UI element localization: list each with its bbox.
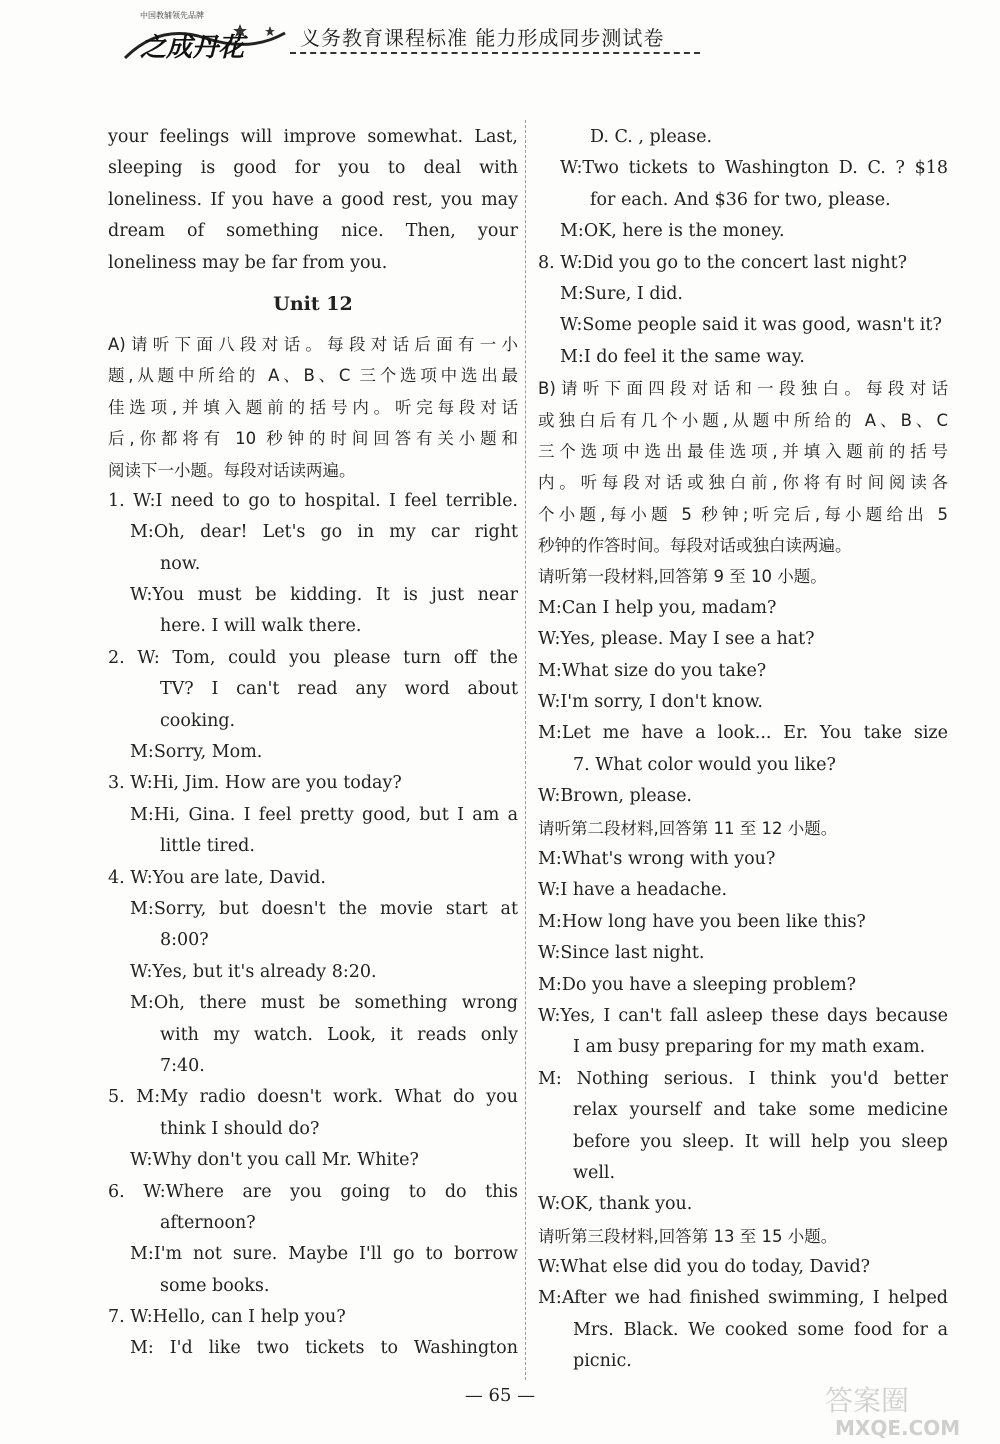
brand-logo xyxy=(120,18,290,68)
text-line: little tired. xyxy=(160,836,255,857)
text-line: M:After we had finished swimming, I helped xyxy=(538,1288,948,1309)
text-line: W:Yes, please. May I see a hat? xyxy=(538,629,815,650)
text-line: M:Sorry, Mom. xyxy=(130,742,263,763)
text-line: here. I will walk there. xyxy=(160,616,362,637)
unit-heading: Unit 12 xyxy=(273,292,353,315)
text-line: 佳选项,并填入题前的括号内。听完每段对话 xyxy=(108,397,518,417)
text-line: well. xyxy=(573,1162,616,1183)
text-line: 4. W:You are late, David. xyxy=(108,867,326,888)
text-line: D. C. , please. xyxy=(590,127,713,147)
text-line: I am busy preparing for my math exam. xyxy=(573,1037,926,1058)
text-line: 内。听每段对话或独白前,你将有时间阅读各 xyxy=(538,473,948,493)
logo-tagline: 中国教辅领先品牌 xyxy=(140,11,204,20)
text-line: M:How long have you been like this? xyxy=(538,911,866,932)
text-line: afternoon? xyxy=(160,1212,256,1233)
text-line: cooking. xyxy=(160,710,236,731)
text-line: TV? I can't read any word about xyxy=(160,679,518,700)
text-line: W:You must be kidding. It is just near xyxy=(130,585,518,606)
text-line: think I should do? xyxy=(160,1118,320,1139)
text-line: W:I have a headache. xyxy=(538,880,728,901)
header-rule xyxy=(290,52,700,54)
watermark-logo xyxy=(805,1380,985,1440)
page-number: — 65 — xyxy=(464,1385,536,1406)
text-line: dream of something nice. Then, your xyxy=(108,221,518,242)
text-line: 5. M:My radio doesn't work. What do you xyxy=(108,1087,518,1108)
text-line: M:Oh, there must be something wrong xyxy=(130,993,518,1014)
text-line: 个小题,每小题 5 秒钟;听完后,每小题给出 5 xyxy=(538,504,948,524)
text-line: 7. What color would you like? xyxy=(573,754,836,775)
text-line: 3. W:Hi, Jim. How are you today? xyxy=(108,773,402,794)
text-line: with my watch. Look, it reads only xyxy=(160,1024,518,1045)
text-line: W:I'm sorry, I don't know. xyxy=(538,692,763,713)
text-line: loneliness. If you have a good rest, you may xyxy=(108,189,518,210)
text-line: 三个选项中选出最佳选项,并填入题前的括号 xyxy=(538,441,948,461)
text-line: M:What's wrong with you? xyxy=(538,848,776,869)
text-line: W:Yes, I can't fall asleep these days because xyxy=(538,1005,948,1026)
text-line: B)请听下面四段对话和一段独白。每段对话 xyxy=(538,379,948,399)
text-line: W:Two tickets to Washington D. C. ? $18 xyxy=(560,158,948,179)
text-line: sleeping is good for you to deal with xyxy=(108,158,518,179)
text-line: M:Oh, dear! Let's go in my car right xyxy=(130,522,518,543)
text-line: W:Brown, please. xyxy=(538,786,692,807)
text-line: 2. W: Tom, could you please turn off the xyxy=(108,647,518,668)
text-line: 题,从题中所给的 A、B、C 三个选项中选出最 xyxy=(108,366,518,386)
text-line: M: I'd like two tickets to Washington xyxy=(130,1338,518,1359)
text-line: M:Hi, Gina. I feel pretty good, but I am a xyxy=(130,804,518,825)
text-line: your feelings will improve somewhat. Last, xyxy=(108,127,518,147)
text-line: before you sleep. It will help you sleep xyxy=(573,1131,948,1152)
text-line: M: Nothing serious. I think you'd better xyxy=(538,1068,948,1089)
text-line: M:Can I help you, madam? xyxy=(538,597,777,618)
text-line: relax yourself and take some medicine xyxy=(573,1100,948,1121)
text-line: some books. xyxy=(160,1275,270,1296)
text-line: 秒钟的作答时间。每段对话或独白读两遍。 xyxy=(538,536,852,556)
text-line: M:Do you have a sleeping problem? xyxy=(538,974,857,995)
text-line: W:OK, thank you. xyxy=(538,1194,693,1215)
text-line: picnic. xyxy=(573,1351,632,1372)
text-line: 或独白后有几个小题,从题中所给的 A、B、C xyxy=(538,410,948,430)
text-line: W:Yes, but it's already 8:20. xyxy=(130,961,377,982)
text-line: 请听第一段材料,回答第 9 至 10 小题。 xyxy=(538,567,827,587)
text-line: W:What else did you do today, David? xyxy=(538,1257,871,1278)
text-line: 请听第二段材料,回答第 11 至 12 小题。 xyxy=(538,818,838,838)
watermark-cn: 答案圈 xyxy=(825,1384,910,1417)
text-line: W:Why don't you call Mr. White? xyxy=(130,1150,419,1171)
watermark-en: MXQE.COM xyxy=(835,1416,961,1440)
series-title: 义务教育课程标准 能力形成同步测试卷 xyxy=(300,26,665,50)
text-line: 6. W:Where are you going to do this xyxy=(108,1181,518,1202)
text-line: M:Sure, I did. xyxy=(560,283,683,304)
text-line: now. xyxy=(160,553,201,574)
text-line: A)请听下面八段对话。每段对话后面有一小 xyxy=(108,334,518,354)
text-line: M:What size do you take? xyxy=(538,660,767,681)
text-line: 阅读下一小题。每段对话读两遍。 xyxy=(108,460,356,480)
text-line: 请听第三段材料,回答第 13 至 15 小题。 xyxy=(538,1226,838,1246)
text-line: M:I do feel it the same way. xyxy=(560,346,805,367)
text-line: 7:40. xyxy=(160,1055,205,1076)
page-header xyxy=(0,0,1000,80)
text-line: M:Sorry, but doesn't the movie start at xyxy=(130,898,518,919)
text-line: for each. And $36 for two, please. xyxy=(590,189,891,210)
text-line: 8:00? xyxy=(160,930,209,951)
text-line: W:Some people said it was good, wasn't it? xyxy=(560,315,942,336)
text-line: W:Since last night. xyxy=(538,943,705,964)
text-line: 1. W:I need to go to hospital. I feel terrible. xyxy=(108,490,518,511)
text-line: M:Let me have a look... Er. You take size xyxy=(538,723,948,744)
left-column xyxy=(108,122,518,1365)
text-line: M:OK, here is the money. xyxy=(560,221,785,242)
text-line: 后,你都将有 10 秒钟的时间回答有关小题和 xyxy=(108,429,518,449)
column-divider xyxy=(525,120,526,1380)
text-line: Mrs. Black. We cooked some food for a xyxy=(573,1319,948,1340)
text-line: loneliness may be far from you. xyxy=(108,252,388,273)
text-line: 8. W:Did you go to the concert last night? xyxy=(538,252,908,273)
text-line: M:I'm not sure. Maybe I'll go to borrow xyxy=(130,1244,518,1265)
logo-text: 之成丹花 xyxy=(140,33,245,63)
text-line: 7. W:Hello, can I help you? xyxy=(108,1307,346,1328)
right-column xyxy=(538,122,948,1378)
